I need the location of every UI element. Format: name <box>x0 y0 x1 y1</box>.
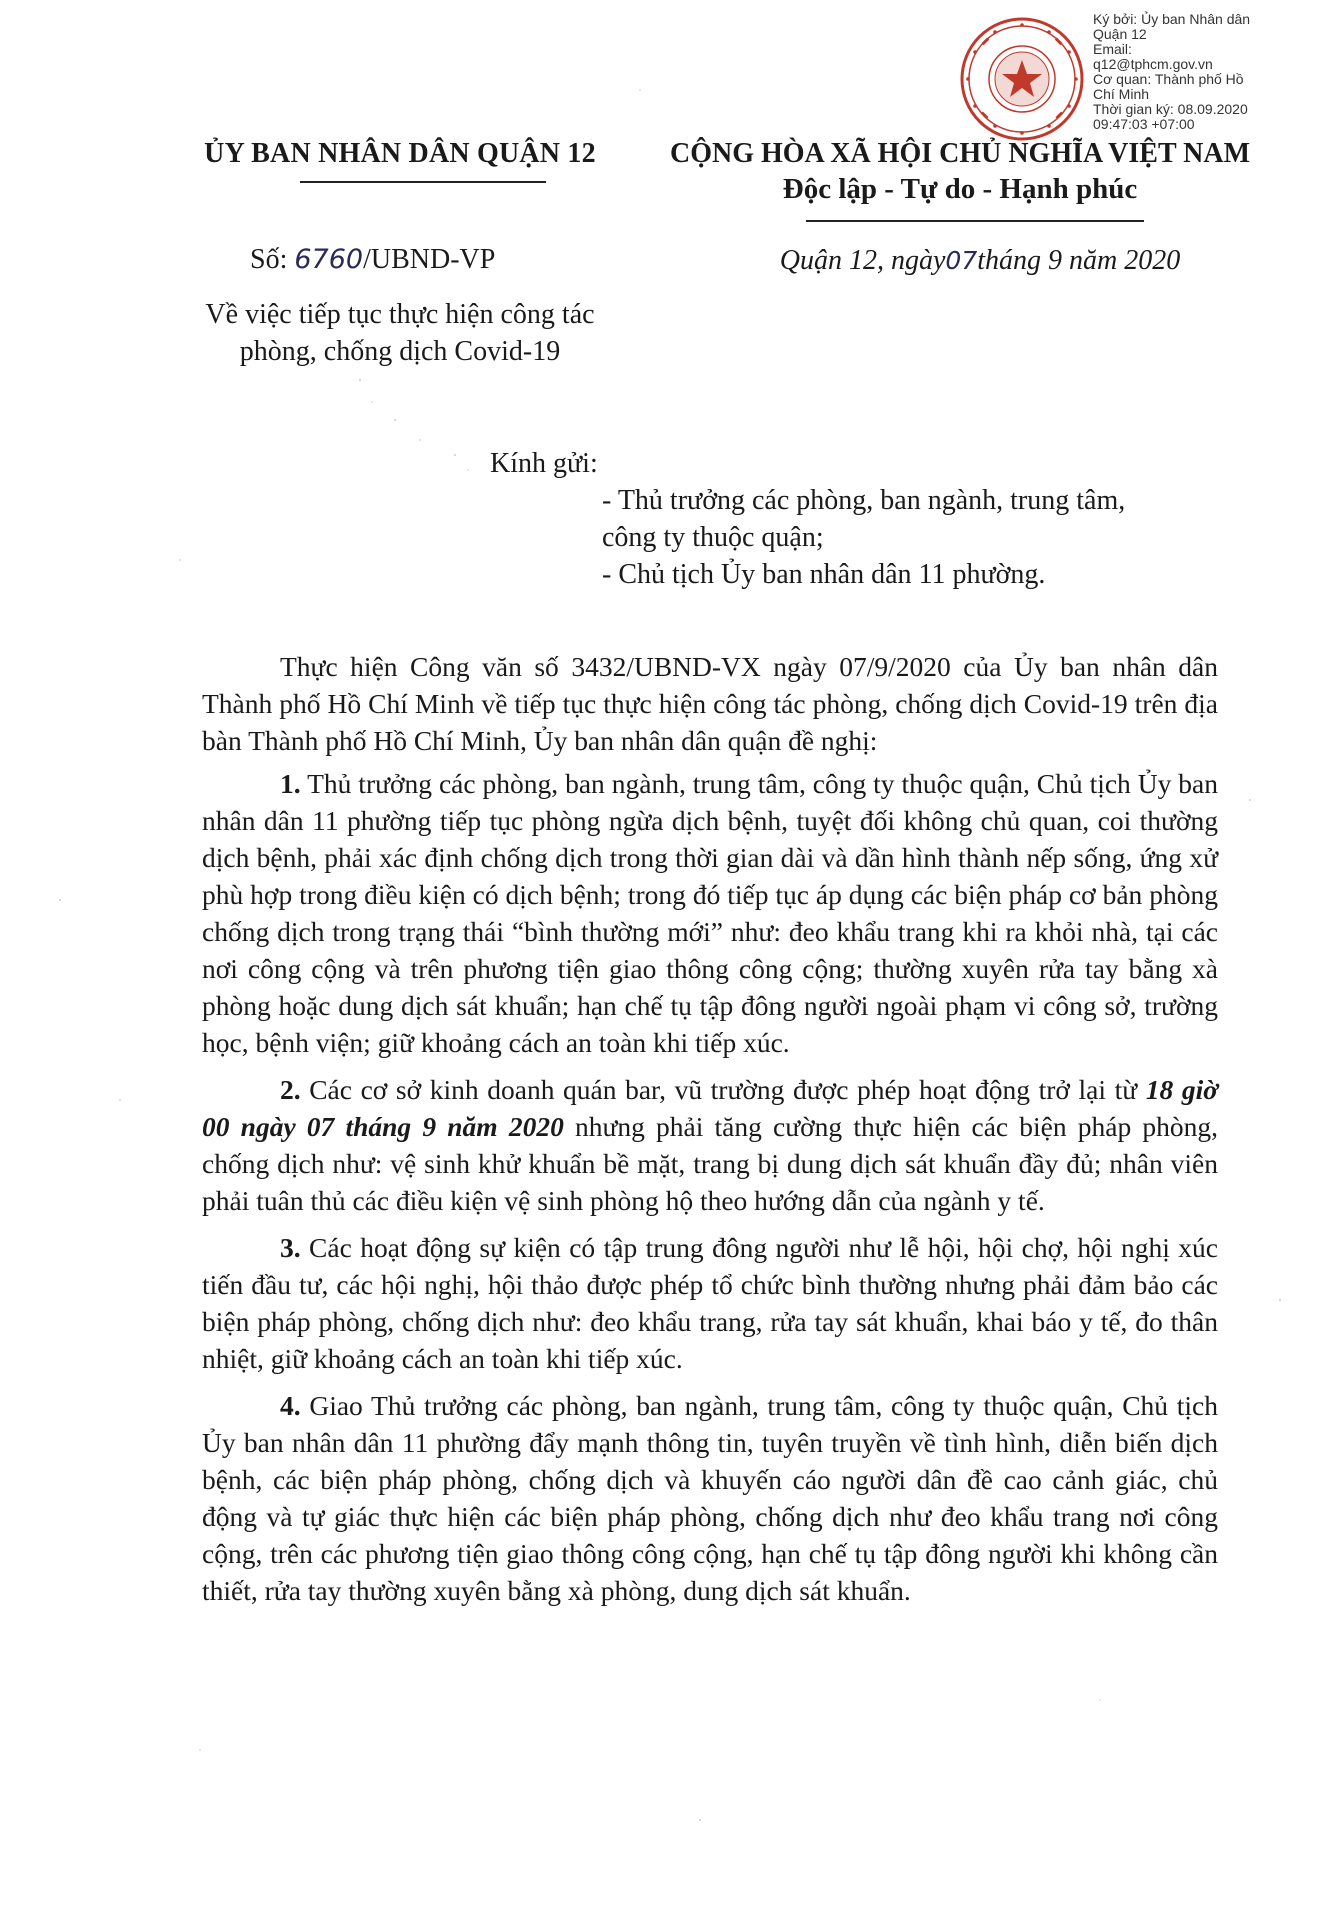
doc-number-prefix: Số: <box>250 244 295 275</box>
item-3-text: Các hoạt động sự kiện có tập trung đông người như lễ hội, hội chợ, hội nghị xúc tiến đầu tư, các hội nghị, hội thảo được phép tổ chức bình thường nhưng phải đảm bảo các biện pháp phòng, chống dịch như: đeo khẩu trang, rửa tay sát khuẩn, khai báo y tế, đo thân nhiệt, giữ khoảng cách an toàn khi tiếp xúc. <box>202 1232 1218 1374</box>
signature-line: 09:47:03 +07:00 <box>1093 116 1195 132</box>
doc-number-handwritten: 6760 <box>294 244 364 275</box>
item-3-paragraph <box>202 1229 1218 1377</box>
item-number: 4. <box>280 1390 301 1421</box>
recipients-label: Kính gửi: <box>490 448 598 479</box>
national-title: CỘNG HÒA XÃ HỘI CHỦ NGHĨA VIỆT NAM <box>669 138 1251 169</box>
signature-line: Chí Minh <box>1093 86 1150 102</box>
place-date-handwritten-day: 07 <box>945 246 978 275</box>
place-date-suffix: tháng 9 năm 2020 <box>977 245 1181 276</box>
item-2-text-a: Các cơ sở kinh doanh quán bar, vũ trường được phép hoạt động trở lại từ <box>300 1074 1146 1105</box>
national-motto: Độc lập - Tự do - Hạnh phúc <box>782 173 1138 205</box>
recipient-item: - Thủ trưởng các phòng, ban ngành, trung tâm, <box>602 485 1126 516</box>
item-2-text-b: nhưng phải tăng cường thực hiện các biện pháp phòng, chống dịch như: vệ sinh khử khuẩn bề mặt, trang bị dung dịch sát khuẩn đầy đủ; nhân viên phải tuân thủ các điều kiện vệ sinh phòng hộ theo hướng dẫn của ngành y tế. <box>202 1111 1218 1216</box>
doc-number-suffix: /UBND-VP <box>363 244 496 275</box>
item-4-text: Giao Thủ trưởng các phòng, ban ngành, trung tâm, công ty thuộc quận, Chủ tịch Ủy ban nhân dân 11 phường đẩy mạnh thông tin, tuyên truyền về tình hình, diễn biến dịch bệnh, các biện pháp phòng, chống dịch và khuyến cáo người dân đề cao cảnh giác, chủ động và tự giác thực hiện các biện pháp phòng, chống dịch như đeo khẩu trang nơi công cộng, trên các phương tiện giao thông công cộng, hạn chế tụ tập đông người khi không cần thiết, rửa tay thường xuyên bằng xà phòng, dung dịch sát khuẩn. <box>202 1390 1218 1606</box>
signature-line: Email: <box>1093 41 1132 57</box>
document-number <box>250 244 570 276</box>
signature-line: Quận 12 <box>1093 26 1147 42</box>
motto-underline <box>806 220 1144 222</box>
signature-line: q12@tphcm.gov.vn <box>1093 56 1213 72</box>
item-2-highlight: 18 giờ 00 ngày 07 tháng 9 năm 2020 <box>202 1074 1218 1142</box>
issuing-agency: ỦY BAN NHÂN DÂN QUẬN 12 <box>204 138 596 169</box>
item-number: 2. <box>280 1074 301 1105</box>
item-1-paragraph <box>202 765 1218 1061</box>
document-subject <box>160 296 640 370</box>
signature-line: Ký bởi: Ủy ban Nhân dân <box>1093 11 1251 27</box>
item-2-paragraph <box>202 1071 1218 1219</box>
recipient-item: - Chủ tịch Ủy ban nhân dân 11 phường. <box>602 559 1046 590</box>
item-1-text: Thủ trưởng các phòng, ban ngành, trung tâm, công ty thuộc quận, Chủ tịch Ủy ban nhân dân 11 phường tiếp tục phòng ngừa dịch bệnh, tuyệt đối không chủ quan, coi thường dịch bệnh, phải xác định chống dịch trong thời gian dài và dần hình thành nếp sống, ứng xử phù hợp trong điều kiện có dịch bệnh; trong đó tiếp tục áp dụng các biện pháp cơ bản phòng chống dịch trong trạng thái “bình thường mới” như: đeo khẩu trang khi ra khỏi nhà, tại các nơi công cộng và trên phương tiện giao thông công cộng; thường xuyên rửa tay bằng xà phòng hoặc dung dịch sát khuẩn; hạn chế tụ tập đông người ngoài phạm vi công sở, trường học, bệnh viện; giữ khoảng cách an toàn khi tiếp xúc. <box>202 768 1218 1058</box>
recipient-item-continuation: công ty thuộc quận; <box>602 522 824 553</box>
official-seal-icon <box>957 14 1087 144</box>
recipients-block <box>490 445 1210 593</box>
place-date-prefix: Quận 12, ngày <box>779 245 946 276</box>
intro-paragraph: Thực hiện Công văn số 3432/UBND-VX ngày 07/9/2020 của Ủy ban nhân dân Thành phố Hồ Chí Minh về tiếp tục thực hiện công tác phòng, chống dịch Covid-19 trên địa bàn Thành phố Hồ Chí Minh, Ủy ban nhân dân quận đề nghị: <box>202 651 1218 756</box>
signature-line: Thời gian ký: 08.09.2020 <box>1093 101 1248 117</box>
subject-line: phòng, chống dịch Covid-19 <box>239 336 561 367</box>
item-4-paragraph <box>202 1387 1218 1609</box>
item-number: 3. <box>280 1232 301 1263</box>
place-and-date <box>700 245 1260 277</box>
item-number: 1. <box>280 768 301 799</box>
document-body <box>202 648 1218 1619</box>
subject-line: Về việc tiếp tục thực hiện công tác <box>205 299 595 330</box>
signature-line: Cơ quan: Thành phố Hồ <box>1093 71 1244 87</box>
agency-underline <box>300 181 546 183</box>
digital-signature-info <box>1093 12 1333 132</box>
